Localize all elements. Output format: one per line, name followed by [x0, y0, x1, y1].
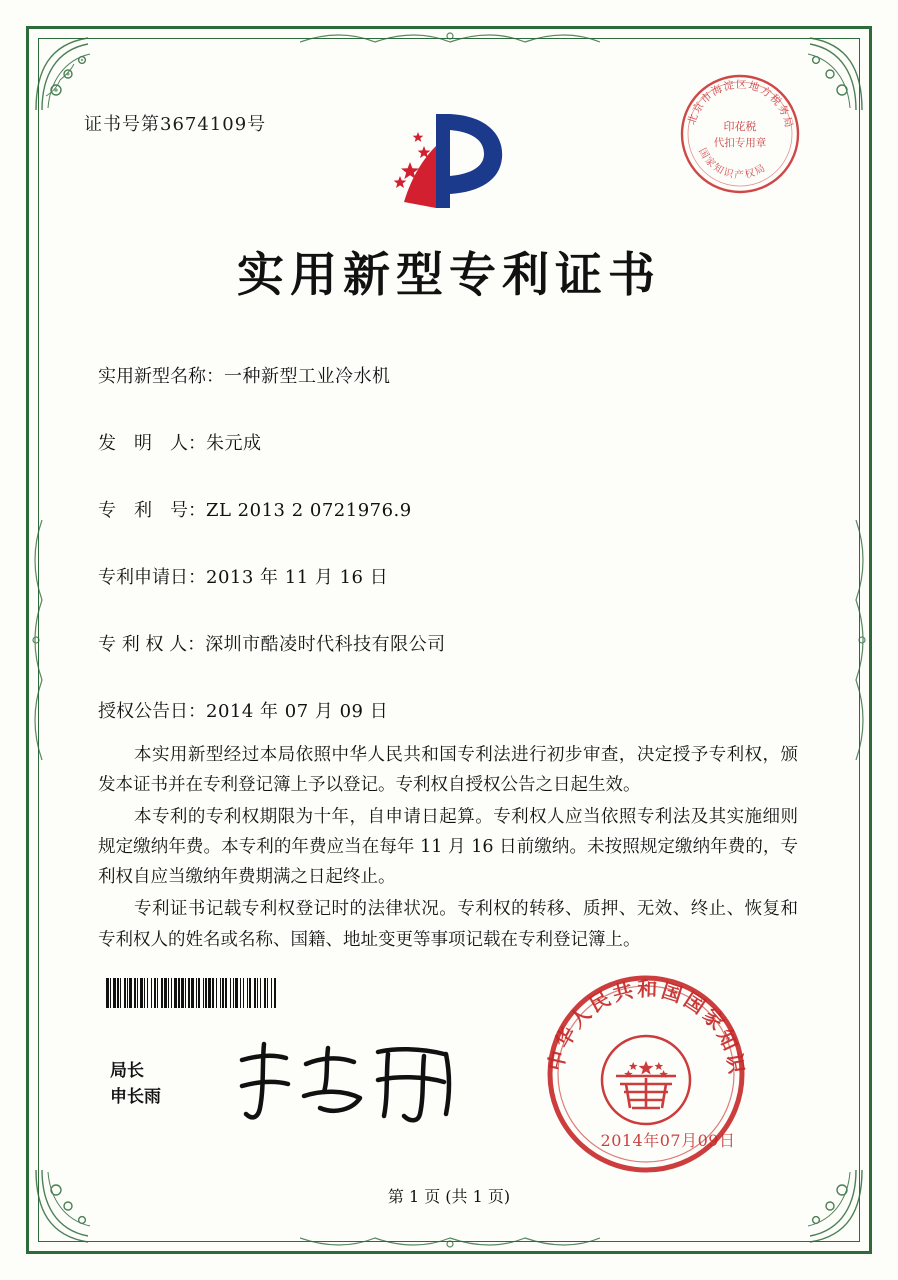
cnipa-logo-icon [380, 106, 520, 216]
svg-text:北京市海淀区地方税务局: 北京市海淀区地方税务局 [685, 78, 795, 130]
field-label: 实用新型名称： [98, 366, 224, 387]
legal-text-block [98, 740, 798, 957]
edge-ornament-icon [300, 1234, 600, 1252]
tax-stamp-seal [678, 72, 802, 196]
edge-ornament-icon [28, 520, 46, 760]
field-label: 授权公告日： [98, 701, 206, 722]
field-value: 一种新型工业冷水机 [224, 366, 391, 387]
field-grant-announcement-date [98, 697, 798, 723]
field-value: 2014 年 07 月 09 日 [206, 701, 389, 722]
field-inventor [98, 429, 798, 455]
svg-text:国家知识产权局: 国家知识产权局 [696, 146, 769, 182]
page-title: 实用新型专利证书 [237, 248, 661, 303]
field-value: 朱元成 [206, 433, 262, 454]
signature-block [110, 1058, 161, 1111]
page-footer: 第 1 页 (共 1 页) [387, 1187, 511, 1206]
svg-text:代扣专用章: 代扣专用章 [713, 137, 767, 149]
edge-ornament-icon [300, 28, 600, 46]
corner-ornament-icon [30, 1164, 116, 1250]
field-value: 深圳市酷凌时代科技有限公司 [205, 634, 446, 655]
field-utility-model-name [98, 362, 798, 388]
field-application-date [98, 563, 798, 589]
barcode-bar [276, 978, 277, 1008]
field-list [98, 362, 798, 764]
svg-text:中华人民共和国国家知识产权局: 中华人民共和国国家知识 [543, 976, 750, 1079]
svg-text:印花税: 印花税 [723, 120, 757, 133]
signature-name: 申长雨 [110, 1087, 161, 1108]
field-label: 专 利 号： [98, 500, 206, 521]
seal-date: 2014年07月09日 [600, 1131, 736, 1150]
field-label: 专 利 权 人： [98, 634, 206, 655]
field-value: ZL 2013 2 0721976.9 [206, 500, 412, 521]
handwritten-signature-icon [228, 1030, 478, 1130]
field-label: 发 明 人： [98, 433, 206, 454]
paragraph: 本实用新型经过本局依照中华人民共和国专利法进行初步审查，决定授予专利权，颁发本证书并在专利登记簿上予以登记。专利权自授权公告之日起生效。 [98, 745, 798, 796]
paragraph: 专利证书记载专利权登记时的法律状况。专利权的转移、质押、无效、终止、恢复和专利权人的姓名或名称、国籍、地址变更等事项记载在专利登记簿上。 [98, 899, 798, 950]
corner-ornament-icon [30, 30, 116, 116]
paragraph: 本专利的专利权期限为十年，自申请日起算。专利权人应当依照专利法及其实施细则规定缴纳年费。本专利的年费应当在每年 11 月 16 日前缴纳。未按照规定缴纳年费的，专利权自应当缴纳年费期满之日起终止。 [98, 807, 798, 888]
corner-ornament-icon [782, 1164, 868, 1250]
field-patent-number [98, 496, 798, 522]
barcode [106, 978, 358, 1008]
field-label: 专利申请日： [98, 567, 206, 588]
field-value: 2013 年 11 月 16 日 [206, 567, 389, 588]
certificate-number: 证书号第3674109号 [84, 114, 267, 135]
field-patentee [98, 630, 798, 656]
signature-title: 局长 [110, 1061, 144, 1081]
edge-ornament-icon [852, 520, 870, 760]
